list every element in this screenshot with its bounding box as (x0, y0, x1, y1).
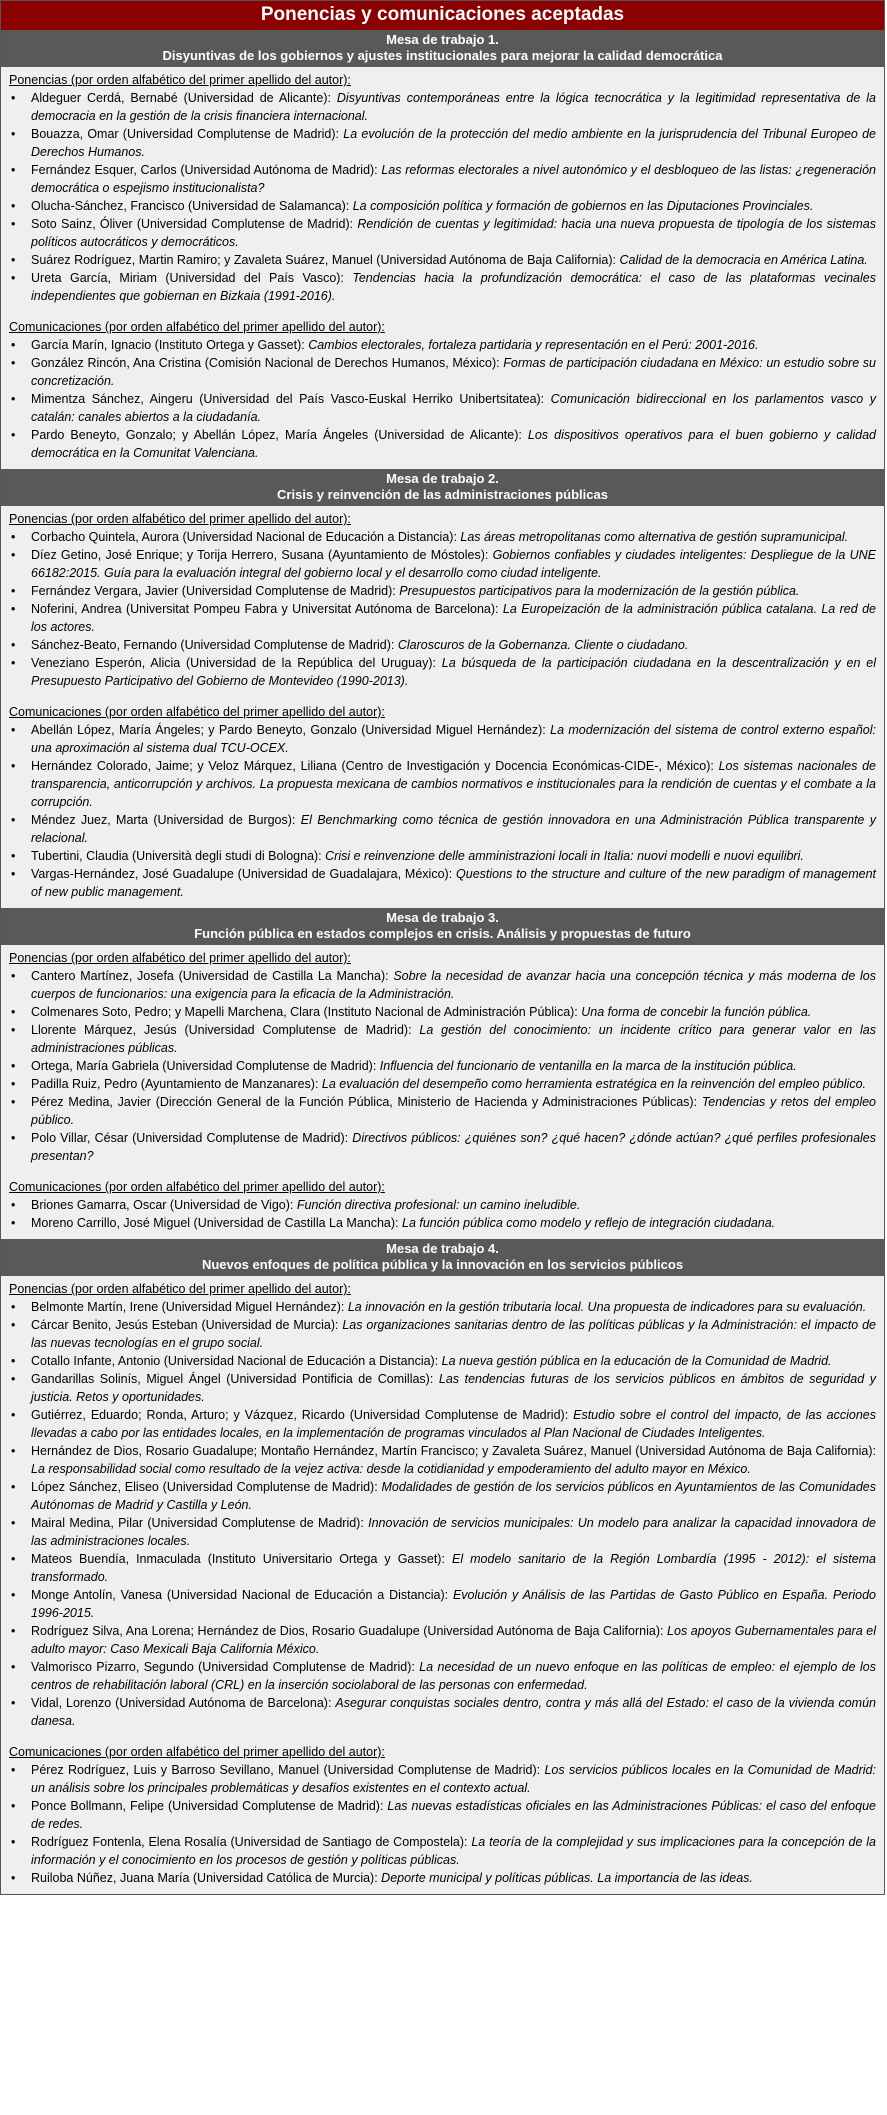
bullet-icon: • (11, 1799, 16, 1813)
bullet-icon: • (11, 253, 16, 267)
entry-title: Estudio sobre el control del impacto, de las acciones llevadas a cabo por las entidades locales, en la implementación de programas vinculados al Plan Nacional de Ciudades Inteligentes. (31, 1408, 876, 1440)
entry-title: Cambios electorales, fortaleza partidaria y representación en el Perú: 2001-2016. (308, 338, 759, 352)
bullet-icon: • (11, 392, 16, 406)
bullet-icon: • (11, 1588, 16, 1602)
entry-author: González Rincón, Ana Cristina (Comisión Nacional de Derechos Humanos, México): (31, 356, 504, 370)
entry-author: López Sánchez, Eliseo (Universidad Complutense de Madrid): (31, 1480, 382, 1494)
entry-title: El Benchmarking como técnica de gestión innovadora en una Administración Pública transparente y relacional. (31, 813, 876, 845)
group-label: Comunicaciones (por orden alfabético del primer apellido del autor): (9, 320, 385, 334)
group-label: Comunicaciones (por orden alfabético del primer apellido del autor): (9, 1180, 385, 1194)
group-label: Ponencias (por orden alfabético del primer apellido del autor): (9, 73, 351, 87)
bullet-icon: • (11, 1077, 16, 1091)
group-label: Ponencias (por orden alfabético del primer apellido del autor): (9, 512, 351, 526)
entry-author: Rodríguez Silva, Ana Lorena; Hernández de Dios, Rosario Guadalupe (Universidad Autónoma de Baja California): (31, 1624, 668, 1638)
bullet-icon: • (11, 584, 16, 598)
entry-author: Rodríguez Fontenla, Elena Rosalía (Universidad de Santiago de Compostela): (31, 1835, 472, 1849)
entry-title: La responsabilidad social como resultado de la vejez activa: desde la cotidianidad y empoderamiento del adulto mayor en México. (31, 1462, 751, 1476)
entry-title: El modelo sanitario de la Región Lombardía (1995 - 2012): el sistema transformado. (31, 1552, 877, 1584)
bullet-icon: • (11, 163, 16, 177)
entry-author: Fernández Esquer, Carlos (Universidad Autónoma de Madrid): (31, 163, 382, 177)
entry-title: La evolución de la protección del medio ambiente en la jurisprudencia del Tribunal Europeo de Derechos Humanos. (31, 127, 876, 159)
entry-title: La composición política y formación de gobiernos en las Diputaciones Provinciales. (352, 199, 814, 213)
list-item (9, 1075, 876, 1093)
entry-author: Pérez Rodríguez, Luis y Barroso Sevillano, Manuel (Universidad Complutense de Madrid): (31, 1763, 545, 1777)
entry-title: Rendición de cuentas y legitimidad: hacia una nueva propuesta de tipología de los sistemas políticos autocráticos y democráticos. (31, 217, 876, 249)
entry-title: La necesidad de un nuevo enfoque en las políticas de empleo: el ejemplo de los centros de rehabilitación laboral (CRL) en la inserción sociolaboral de las personas con enfermedad. (31, 1660, 876, 1692)
bullet-icon: • (11, 356, 16, 370)
entry-list (9, 721, 876, 901)
entry-list (9, 967, 876, 1165)
entry-title: Claroscuros de la Gobernanza. Cliente o ciudadano. (397, 638, 689, 652)
entry-title: Tendencias y retos del empleo público. (31, 1095, 876, 1127)
entry-title: Los apoyos Gubernamentales para el adulto mayor: Caso Mexicali Baja California México. (31, 1624, 876, 1656)
list-item (9, 721, 876, 757)
entry-author: Mateos Buendía, Inmaculada (Instituto Universitario Ortega y Gasset): (31, 1552, 452, 1566)
bullet-icon: • (11, 813, 16, 827)
group-label: Comunicaciones (por orden alfabético del primer apellido del autor): (9, 705, 385, 719)
group-label: Ponencias (por orden alfabético del primer apellido del autor): (9, 1282, 351, 1296)
entry-title: La función pública como modelo y reflejo de integración ciudadana. (402, 1216, 776, 1230)
list-item (9, 1370, 876, 1406)
list-item (9, 582, 876, 600)
bullet-icon: • (11, 867, 16, 881)
bullet-icon: • (11, 1696, 16, 1710)
section-header (1, 1239, 884, 1276)
entry-author: Méndez Juez, Marta (Universidad de Burgos): (31, 813, 301, 827)
entry-title: Crisi e reinvenzione delle amministrazioni locali in Italia: nuovi modelli e nuovi equilibri. (325, 849, 804, 863)
bullet-icon: • (11, 1624, 16, 1638)
entry-author: Hernández Colorado, Jaime; y Veloz Márquez, Liliana (Centro de Investigación y Docencia Económicas-CIDE-, México): (31, 759, 719, 773)
bullet-icon: • (11, 638, 16, 652)
section-body (1, 945, 884, 1239)
bullet-icon: • (11, 428, 16, 442)
entry-author: Cantero Martínez, Josefa (Universidad de Castilla La Mancha): (31, 969, 394, 983)
bullet-icon: • (11, 1354, 16, 1368)
list-item (9, 1869, 876, 1887)
bullet-icon: • (11, 199, 16, 213)
entry-author: Tubertini, Claudia (Università degli studi di Bologna): (31, 849, 326, 863)
bullet-icon: • (11, 1660, 16, 1674)
entry-title: Presupuestos participativos para la modernización de la gestión pública. (399, 584, 800, 598)
entry-author: Ortega, María Gabriela (Universidad Complutense de Madrid): (31, 1059, 380, 1073)
sections-container (1, 30, 884, 1894)
list-item (9, 1316, 876, 1352)
list-item (9, 528, 876, 546)
entry-title: La evaluación del desempeño como herramienta estratégica en la reinvención del empleo público. (321, 1077, 866, 1091)
bullet-icon: • (11, 1552, 16, 1566)
entry-author: Sánchez-Beato, Fernando (Universidad Complutense de Madrid): (31, 638, 398, 652)
entry-title: La gestión del conocimiento: un incidente crítico para generar valor en las administraciones públicas. (31, 1023, 877, 1055)
entry-list (9, 528, 876, 690)
entry-title: Disyuntivas contemporáneas entre la lógica tecnocrática y la legitimidad representativa de la democracia en la gestión de la crisis financiera internacional. (31, 91, 876, 123)
section-number: Mesa de trabajo 3. (386, 910, 499, 925)
entry-author: Monge Antolín, Vanesa (Universidad Nacional de Educación a Distancia): (31, 1588, 453, 1602)
bullet-icon: • (11, 759, 16, 773)
entry-title: Sobre la necesidad de avanzar hacia una concepción técnica y más moderna de los cuerpos de funcionarios: una exigencia para la eficacia de la Administración. (31, 969, 876, 1001)
entry-title: Modalidades de gestión de los servicios públicos en Ayuntamientos de las Comunidades Autónomas de Madrid y Castilla y León. (31, 1480, 876, 1512)
bullet-icon: • (11, 656, 16, 670)
list-item (9, 215, 876, 251)
entry-title: La modernización del sistema de control externo español: una aproximación al sistema dual TCU-OCEX. (31, 723, 876, 755)
bullet-icon: • (11, 1763, 16, 1777)
entry-list (9, 1196, 876, 1232)
entry-author: Abellán López, María Ángeles; y Pardo Beneyto, Gonzalo (Universidad Miguel Hernández): (31, 723, 551, 737)
list-item (9, 1406, 876, 1442)
list-item (9, 354, 876, 390)
entry-title: Los dispositivos operativos para el buen gobierno y calidad democrática en la Comunitat Valenciana. (31, 428, 876, 460)
list-item (9, 1694, 876, 1730)
section-header (1, 30, 884, 67)
bullet-icon: • (11, 969, 16, 983)
list-item (9, 1622, 876, 1658)
entry-title: Influencia del funcionario de ventanilla en la marca de la institución pública. (379, 1059, 797, 1073)
list-item (9, 546, 876, 582)
entry-title: Formas de participación ciudadana en México: un estudio sobre su concretización. (31, 356, 877, 388)
entry-author: Mimentza Sánchez, Aingeru (Universidad del País Vasco-Euskal Herriko Unibertsitatea): (31, 392, 551, 406)
bullet-icon: • (11, 1005, 16, 1019)
section-title: Función pública en estados complejos en crisis. Análisis y propuestas de futuro (194, 926, 691, 941)
entry-title: Los sistemas nacionales de transparencia, anticorrupción y archivos. La propuesta mexicana de cambios normativos e institucionales para la rendición de cuentas y el combate a la corrupción. (31, 759, 876, 809)
bullet-icon: • (11, 338, 16, 352)
list-item (9, 390, 876, 426)
entry-title: Gobiernos confiables y ciudades inteligentes: Despliegue de la UNE 66182:2015. Guía para la evaluación integral del gobierno local y el desarrollo como ciudad inteligente. (31, 548, 877, 580)
list-item (9, 1093, 876, 1129)
list-item (9, 847, 876, 865)
bullet-icon: • (11, 1444, 16, 1458)
bullet-icon: • (11, 1023, 16, 1037)
section-body (1, 506, 884, 908)
list-item (9, 1478, 876, 1514)
list-item (9, 1196, 876, 1214)
entry-author: Ponce Bollmann, Felipe (Universidad Complutense de Madrid): (31, 1799, 388, 1813)
bullet-icon: • (11, 1131, 16, 1145)
document-title: Ponencias y comunicaciones aceptadas (1, 1, 884, 30)
bullet-icon: • (11, 1871, 16, 1885)
list-item (9, 1658, 876, 1694)
entry-title: La Europeización de la administración pública catalana. La red de los actores. (31, 602, 876, 634)
entry-author: Suárez Rodríguez, Martin Ramiro; y Zavaleta Suárez, Manuel (Universidad Autónoma de Baja California): (31, 253, 620, 267)
entry-author: Gandarillas Solinís, Miguel Ángel (Universidad Pontificia de Comillas): (31, 1372, 439, 1386)
bullet-icon: • (11, 127, 16, 141)
list-item (9, 89, 876, 125)
section-number: Mesa de trabajo 2. (386, 471, 499, 486)
entry-title: Los servicios públicos locales en la Comunidad de Madrid: un análisis sobre los principales problemáticas y desafíos existentes en el contexto actual. (31, 1763, 876, 1795)
entry-author: Moreno Carrillo, José Miguel (Universidad de Castilla La Mancha): (31, 1216, 402, 1230)
section-title: Crisis y reinvención de las administraciones públicas (277, 487, 608, 502)
entry-title: Las organizaciones sanitarias dentro de las políticas públicas y la Administración: el impacto de las nuevas tecnologías en el grupo social. (31, 1318, 877, 1350)
entry-title: Innovación de servicios municipales: Un modelo para analizar la capacidad innovadora de las administraciones locales. (31, 1516, 876, 1548)
entry-title: Las tendencias futuras de los servicios públicos en ámbitos de seguridad y justicia. Retos y oportunidades. (31, 1372, 876, 1404)
bullet-icon: • (11, 1835, 16, 1849)
list-item (9, 336, 876, 354)
list-item (9, 1003, 876, 1021)
bullet-icon: • (11, 1516, 16, 1530)
entry-author: Ureta García, Miriam (Universidad del País Vasco): (31, 271, 353, 285)
entry-list (9, 1298, 876, 1730)
entry-author: Pardo Beneyto, Gonzalo; y Abellán López, María Ángeles (Universidad de Alicante): (31, 428, 528, 442)
entry-author: Ruiloba Núñez, Juana María (Universidad Católica de Murcia): (31, 1871, 382, 1885)
bullet-icon: • (11, 849, 16, 863)
list-item (9, 1057, 876, 1075)
list-item (9, 1586, 876, 1622)
entry-author: Hernández de Dios, Rosario Guadalupe; Montaño Hernández, Martín Francisco; y Zavaleta Suárez, Manuel (Universidad Autónoma de Baja California): (31, 1444, 876, 1458)
section-header (1, 469, 884, 506)
list-item (9, 636, 876, 654)
entry-title: Directivos públicos: ¿quiénes son? ¿qué hacen? ¿dónde actúan? ¿qué perfiles profesionales presentan? (31, 1131, 877, 1163)
entry-title: Calidad de la democracia en América Latina. (619, 253, 868, 267)
entry-author: Vidal, Lorenzo (Universidad Autónoma de Barcelona): (31, 1696, 336, 1710)
entry-author: García Marín, Ignacio (Instituto Ortega y Gasset): (31, 338, 309, 352)
entry-title: Función directiva profesional: un camino ineludible. (296, 1198, 581, 1212)
list-item (9, 1514, 876, 1550)
entry-author: Padilla Ruiz, Pedro (Ayuntamiento de Manzanares): (31, 1077, 322, 1091)
entry-title: Una forma de concebir la función pública. (581, 1005, 812, 1019)
entry-author: Mairal Medina, Pilar (Universidad Complutense de Madrid): (31, 1516, 369, 1530)
entry-title: Deporte municipal y políticas públicas. La importancia de las ideas. (381, 1871, 753, 1885)
bullet-icon: • (11, 530, 16, 544)
list-item (9, 757, 876, 811)
entry-author: Polo Villar, César (Universidad Complutense de Madrid): (31, 1131, 353, 1145)
section-body (1, 1276, 884, 1894)
list-item (9, 1797, 876, 1833)
list-item (9, 1761, 876, 1797)
entry-author: Briones Gamarra, Oscar (Universidad de Vigo): (31, 1198, 297, 1212)
list-item (9, 426, 876, 462)
entry-title: La nueva gestión pública en la educación de la Comunidad de Madrid. (441, 1354, 832, 1368)
entry-author: Aldeguer Cerdá, Bernabé (Universidad de Alicante): (31, 91, 337, 105)
entry-author: Belmonte Martín, Irene (Universidad Miguel Hernández): (31, 1300, 348, 1314)
bullet-icon: • (11, 217, 16, 231)
entry-title: Las nuevas estadísticas oficiales en las Administraciones Públicas: el caso del enfoque de redes. (31, 1799, 876, 1831)
bullet-icon: • (11, 1095, 16, 1109)
list-item (9, 1021, 876, 1057)
list-item (9, 1833, 876, 1869)
list-item (9, 654, 876, 690)
group-label: Ponencias (por orden alfabético del primer apellido del autor): (9, 951, 351, 965)
bullet-icon: • (11, 1059, 16, 1073)
entry-author: Valmorisco Pizarro, Segundo (Universidad Complutense de Madrid): (31, 1660, 420, 1674)
entry-author: Cárcar Benito, Jesús Esteban (Universidad de Murcia): (31, 1318, 343, 1332)
entry-title: Questions to the structure and culture of the new paradigm of management of new public management. (31, 867, 877, 899)
list-item (9, 811, 876, 847)
section-title: Disyuntivas de los gobiernos y ajustes institucionales para mejorar la calidad democrática (162, 48, 723, 63)
list-item (9, 269, 876, 305)
list-item (9, 865, 876, 901)
section-body (1, 67, 884, 469)
list-item (9, 125, 876, 161)
section-header (1, 908, 884, 945)
entry-author: Cotallo Infante, Antonio (Universidad Nacional de Educación a Distancia): (31, 1354, 442, 1368)
list-item (9, 1298, 876, 1316)
bullet-icon: • (11, 1408, 16, 1422)
entry-title: Las áreas metropolitanas como alternativa de gestión supramunicipal. (460, 530, 849, 544)
entry-author: Bouazza, Omar (Universidad Complutense de Madrid): (31, 127, 344, 141)
bullet-icon: • (11, 91, 16, 105)
bullet-icon: • (11, 1300, 16, 1314)
bullet-icon: • (11, 723, 16, 737)
list-item (9, 1352, 876, 1370)
bullet-icon: • (11, 271, 16, 285)
entry-author: Olucha-Sánchez, Francisco (Universidad de Salamanca): (31, 199, 353, 213)
bullet-icon: • (11, 1480, 16, 1494)
entry-title: Asegurar conquistas sociales dentro, contra y más allá del Estado: el caso de la vivienda común danesa. (31, 1696, 876, 1728)
list-item (9, 1442, 876, 1478)
entry-author: Gutiérrez, Eduardo; Ronda, Arturo; y Vázquez, Ricardo (Universidad Complutense de Madrid): (31, 1408, 574, 1422)
list-item (9, 1550, 876, 1586)
list-item (9, 600, 876, 636)
entry-list (9, 89, 876, 305)
entry-author: Llorente Márquez, Jesús (Universidad Complutense de Madrid): (31, 1023, 420, 1037)
group-label: Comunicaciones (por orden alfabético del primer apellido del autor): (9, 1745, 385, 1759)
entry-author: Díez Getino, José Enrique; y Torija Herrero, Susana (Ayuntamiento de Móstoles): (31, 548, 493, 562)
entry-title: Comunicación bidireccional en los parlamentos vasco y catalán: canales abiertos a la ciudadanía. (31, 392, 876, 424)
entry-author: Corbacho Quintela, Aurora (Universidad Nacional de Educación a Distancia): (31, 530, 461, 544)
entry-author: Vargas-Hernández, José Guadalupe (Universidad de Guadalajara, México): (31, 867, 457, 881)
list-item (9, 161, 876, 197)
entry-author: Soto Sainz, Óliver (Universidad Complutense de Madrid): (31, 217, 358, 231)
entry-title: Las reformas electorales a nivel autonómico y el desbloqueo de las listas: ¿regeneración democrática o espejismo institucionalista? (31, 163, 876, 195)
entry-list (9, 1761, 876, 1887)
list-item (9, 197, 876, 215)
entry-author: Veneziano Esperón, Alicia (Universidad de la República del Uruguay): (31, 656, 442, 670)
section-number: Mesa de trabajo 4. (386, 1241, 499, 1256)
entry-title: Tendencias hacia la profundización democrática: el caso de las plataformas vecinales independientes que gobiernan en Bizkaia (1991-2016). (31, 271, 876, 303)
entry-author: Colmenares Soto, Pedro; y Mapelli Marchena, Clara (Instituto Nacional de Administración Pública): (31, 1005, 582, 1019)
bullet-icon: • (11, 1372, 16, 1386)
bullet-icon: • (11, 602, 16, 616)
entry-title: La innovación en la gestión tributaria local. Una propuesta de indicadores para su evaluación. (347, 1300, 867, 1314)
entry-author: Pérez Medina, Javier (Dirección General de la Función Pública, Ministerio de Hacienda y Administraciones Públicas): (31, 1095, 702, 1109)
entry-author: Noferini, Andrea (Universitat Pompeu Fabra y Universitat Autónoma de Barcelona): (31, 602, 503, 616)
entry-title: Evolución y Análisis de las Partidas de Gasto Público en España. Periodo 1996-2015. (31, 1588, 876, 1620)
list-item (9, 967, 876, 1003)
list-item (9, 1129, 876, 1165)
bullet-icon: • (11, 1318, 16, 1332)
entry-author: Fernández Vergara, Javier (Universidad Complutense de Madrid): (31, 584, 400, 598)
section-title: Nuevos enfoques de política pública y la innovación en los servicios públicos (201, 1257, 684, 1272)
entry-title: La búsqueda de la participación ciudadana en la descentralización y en el Presupuesto Participativo del Gobierno de Montevideo (1990-2013). (31, 656, 876, 688)
bullet-icon: • (11, 1198, 16, 1212)
list-item (9, 251, 876, 269)
section-number: Mesa de trabajo 1. (386, 32, 499, 47)
bullet-icon: • (11, 1216, 16, 1230)
bullet-icon: • (11, 548, 16, 562)
entry-list (9, 336, 876, 462)
entry-title: La teoría de la complejidad y sus implicaciones para la concepción de la información y el conocimiento en los procesos de gestión y políticas públicas. (31, 1835, 876, 1867)
list-item (9, 1214, 876, 1232)
